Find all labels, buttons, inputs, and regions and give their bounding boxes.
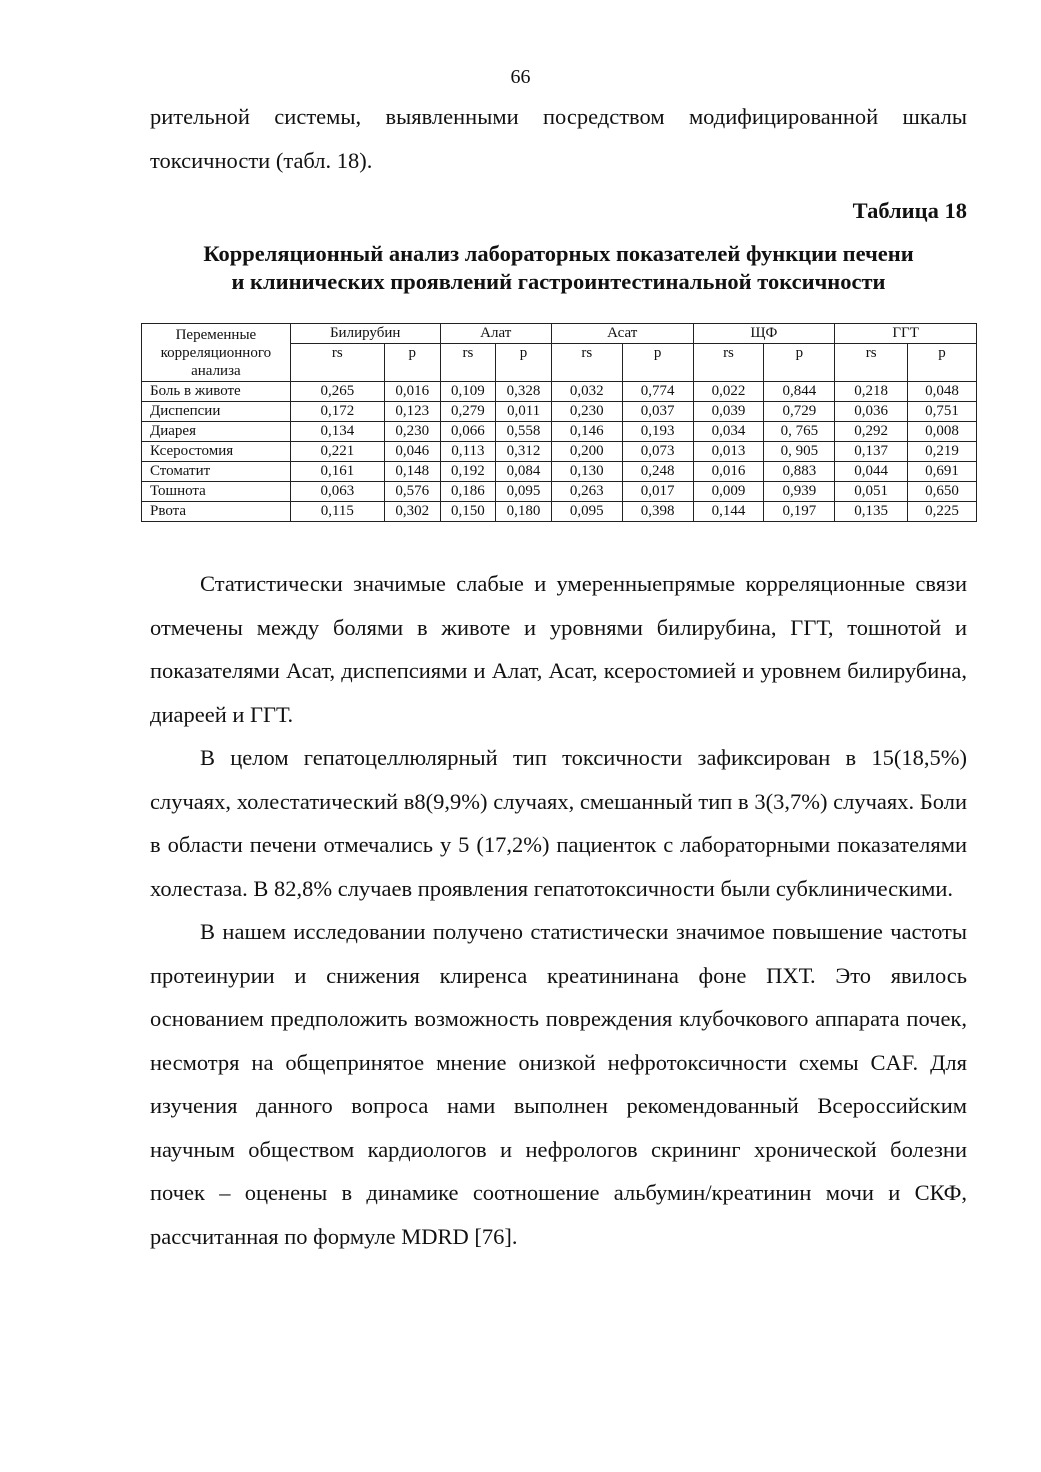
table-cell: 0,036 bbox=[835, 402, 908, 422]
table-cell: 0,135 bbox=[835, 502, 908, 522]
table-cell: 0,230 bbox=[384, 422, 440, 442]
table-cell: 0,032 bbox=[551, 382, 622, 402]
table-cell: 0,009 bbox=[693, 482, 764, 502]
table-row bbox=[142, 442, 977, 462]
table-cell: 0,066 bbox=[440, 422, 496, 442]
table-cell: 0,219 bbox=[908, 442, 977, 462]
table-cell: 0,292 bbox=[835, 422, 908, 442]
table-cell: 0,751 bbox=[908, 402, 977, 422]
header-group: Билирубин bbox=[290, 324, 440, 344]
table-cell: 0,148 bbox=[384, 462, 440, 482]
correlation-table bbox=[141, 323, 977, 522]
table-cell: 0,046 bbox=[384, 442, 440, 462]
table-cell: 0,729 bbox=[764, 402, 835, 422]
row-label: Стоматит bbox=[142, 462, 291, 482]
table-cell: 0,939 bbox=[764, 482, 835, 502]
table-cell: 0,302 bbox=[384, 502, 440, 522]
paragraph: В целом гепатоцеллюлярный тип токсичности зафиксирован в 15(18,5%) случаях, холестатический в8(9,9%) случаях, смешанный тип в 3(3,7%) случаях. Боли в области печени отмечались у 5 (17,2%) пациенток с лабораторными показателями холестаза. В 82,8% случаев проявления гепатотоксичности были субклиническими. bbox=[150, 745, 967, 901]
table-cell: 0,008 bbox=[908, 422, 977, 442]
table-cell: 0,146 bbox=[551, 422, 622, 442]
table-cell: 0,172 bbox=[290, 402, 384, 422]
table-cell: 0,016 bbox=[384, 382, 440, 402]
table-cell: 0,022 bbox=[693, 382, 764, 402]
table-cell: 0,200 bbox=[551, 442, 622, 462]
table-row bbox=[142, 462, 977, 482]
table-cell: 0,186 bbox=[440, 482, 496, 502]
table-cell: 0,221 bbox=[290, 442, 384, 462]
body-text bbox=[150, 562, 967, 1258]
table-title-line-2: и клинических проявлений гастроинтестинальной токсичности bbox=[231, 269, 886, 294]
table-cell: 0,398 bbox=[622, 502, 693, 522]
table-cell: 0,650 bbox=[908, 482, 977, 502]
table-cell: 0,051 bbox=[835, 482, 908, 502]
table-cell: 0,197 bbox=[764, 502, 835, 522]
page-number: 66 bbox=[510, 66, 531, 88]
table-cell: 0,017 bbox=[622, 482, 693, 502]
table-cell: 0,150 bbox=[440, 502, 496, 522]
header-group: Асат bbox=[551, 324, 693, 344]
intro-paragraph: рительной системы, выявленными посредством модифицированной шкалы токсичности (табл. 18). bbox=[150, 104, 967, 173]
table-cell: 0,230 bbox=[551, 402, 622, 422]
table-cell: 0,115 bbox=[290, 502, 384, 522]
table-cell: 0,225 bbox=[908, 502, 977, 522]
table-cell: 0,265 bbox=[290, 382, 384, 402]
header-rs: rs bbox=[290, 344, 384, 382]
table-title bbox=[150, 240, 967, 296]
table-cell: 0,774 bbox=[622, 382, 693, 402]
table-cell: 0,144 bbox=[693, 502, 764, 522]
row-label: Диспепсии bbox=[142, 402, 291, 422]
header-variables: Переменные корреляционного анализа bbox=[142, 324, 291, 382]
header-rs: rs bbox=[835, 344, 908, 382]
table-cell: 0,123 bbox=[384, 402, 440, 422]
table-cell: 0,113 bbox=[440, 442, 496, 462]
header-rs: rs bbox=[440, 344, 496, 382]
table-cell: 0,048 bbox=[908, 382, 977, 402]
header-p: p bbox=[622, 344, 693, 382]
table-cell: 0,558 bbox=[496, 422, 552, 442]
table-cell: 0,328 bbox=[496, 382, 552, 402]
row-label: Боль в животе bbox=[142, 382, 291, 402]
table-row bbox=[142, 382, 977, 402]
table-cell: 0,161 bbox=[290, 462, 384, 482]
table-row bbox=[142, 482, 977, 502]
table-cell: 0,034 bbox=[693, 422, 764, 442]
table-cell: 0,084 bbox=[496, 462, 552, 482]
table-row bbox=[142, 402, 977, 422]
table-cell: 0,312 bbox=[496, 442, 552, 462]
row-label: Тошнота bbox=[142, 482, 291, 502]
table-cell: 0,279 bbox=[440, 402, 496, 422]
header-p: p bbox=[496, 344, 552, 382]
table-cell: 0,011 bbox=[496, 402, 552, 422]
table-cell: 0,130 bbox=[551, 462, 622, 482]
table-cell: 0, 765 bbox=[764, 422, 835, 442]
table-row bbox=[142, 422, 977, 442]
row-label: Рвота bbox=[142, 502, 291, 522]
table-cell: 0,218 bbox=[835, 382, 908, 402]
table-cell: 0,013 bbox=[693, 442, 764, 462]
table-cell: 0,073 bbox=[622, 442, 693, 462]
table-cell: 0,016 bbox=[693, 462, 764, 482]
table-cell: 0,039 bbox=[693, 402, 764, 422]
paragraph: Статистически значимые слабые и умеренныепрямые корреляционные связи отмечены между болями в животе и уровнями билирубина, ГГТ, тошнотой и показателями Асат, диспепсиями и Алат, Асат, ксеростомией и уровнем билирубина, диареей и ГГТ. bbox=[150, 571, 967, 727]
table-cell: 0,263 bbox=[551, 482, 622, 502]
row-label: Диарея bbox=[142, 422, 291, 442]
table-cell: 0, 905 bbox=[764, 442, 835, 462]
table-cell: 0,180 bbox=[496, 502, 552, 522]
table-cell: 0,044 bbox=[835, 462, 908, 482]
table-cell: 0,192 bbox=[440, 462, 496, 482]
table-header-row-groups bbox=[142, 324, 977, 344]
header-rs: rs bbox=[551, 344, 622, 382]
table-cell: 0,134 bbox=[290, 422, 384, 442]
table-title-line-1: Корреляционный анализ лабораторных показателей функции печени bbox=[203, 241, 914, 266]
table-label: Таблица 18 bbox=[852, 198, 967, 223]
table-cell: 0,576 bbox=[384, 482, 440, 502]
header-p: p bbox=[384, 344, 440, 382]
header-p: p bbox=[764, 344, 835, 382]
table-cell: 0,248 bbox=[622, 462, 693, 482]
table-cell: 0,883 bbox=[764, 462, 835, 482]
header-p: p bbox=[908, 344, 977, 382]
table-cell: 0,063 bbox=[290, 482, 384, 502]
header-group: Алат bbox=[440, 324, 551, 344]
table-cell: 0,137 bbox=[835, 442, 908, 462]
table-cell: 0,095 bbox=[551, 502, 622, 522]
table-cell: 0,109 bbox=[440, 382, 496, 402]
table-cell: 0,193 bbox=[622, 422, 693, 442]
header-rs: rs bbox=[693, 344, 764, 382]
table-cell: 0,095 bbox=[496, 482, 552, 502]
table-cell: 0,844 bbox=[764, 382, 835, 402]
table-cell: 0,691 bbox=[908, 462, 977, 482]
table-row bbox=[142, 502, 977, 522]
table-body bbox=[142, 382, 977, 522]
row-label: Ксеростомия bbox=[142, 442, 291, 462]
header-group: ЩФ bbox=[693, 324, 835, 344]
table-cell: 0,037 bbox=[622, 402, 693, 422]
header-group: ГГТ bbox=[835, 324, 977, 344]
paragraph: В нашем исследовании получено статистически значимое повышение частоты протеинурии и снижения клиренса креатининана фоне ПХТ. Это явилось основанием предположить возможность повреждения клубочкового аппарата почек, несмотря на общепринятое мнение онизкой нефротоксичности схемы CAF. Для изучения данного вопроса нами выполнен рекомендованный Всероссийским научным обществом кардиологов и нефрологов скрининг хронической болезни почек – оценены в динамике соотношение альбумин/креатинин мочи и СКФ, рассчитанная по формуле MDRD [76]. bbox=[150, 919, 967, 1249]
